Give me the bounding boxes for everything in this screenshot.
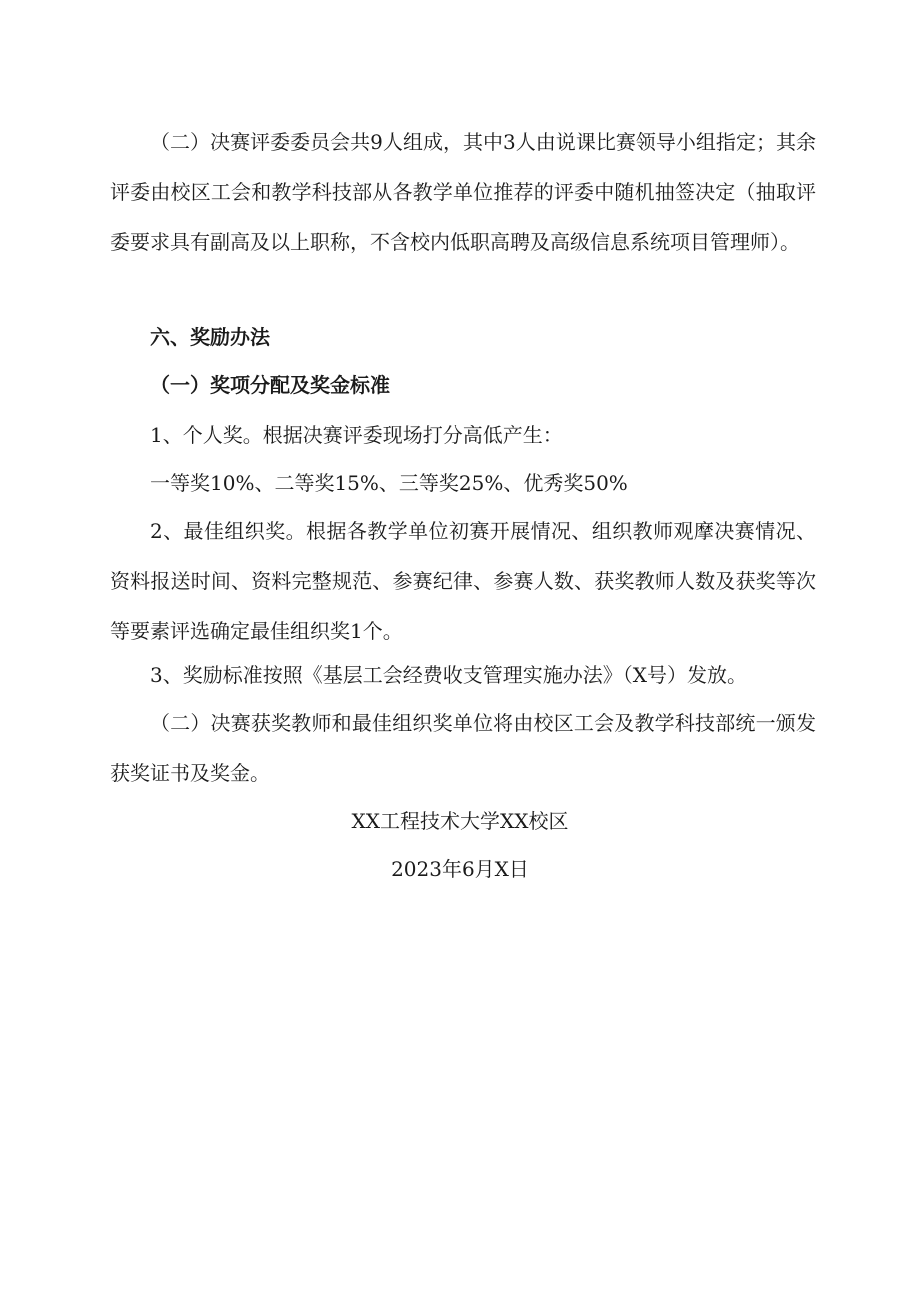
item-1-individual-award: 1、个人奖。根据决赛评委现场打分高低产生： — [150, 423, 563, 447]
section-six-heading: 六、奖励办法 — [150, 325, 270, 349]
item-2-best-organization-award: 2、最佳组织奖。根据各教学单位初赛开展情况、组织教师观摩决赛情况、资料报送时间、资料完整规范、参赛纪律、参赛人数、获奖教师人数及获奖等次等要素评选确定最佳组织奖1个。 — [110, 519, 816, 643]
paragraph-judges-composition: （二）决赛评委委员会共9人组成，其中3人由说课比赛领导小组指定；其余评委由校区工会和教学科技部从各教学单位推荐的评委中随机抽签决定（抽取评委要求具有副高及以上职称，不含校内低职高聘及高级信息系统项目管理师）。 — [110, 130, 816, 254]
paragraph-certificates: （二）决赛获奖教师和最佳组织奖单位将由校区工会及教学科技部统一颁发获奖证书及奖金。 — [110, 711, 816, 785]
subsection-one-heading: （一）奖项分配及奖金标准 — [150, 373, 390, 397]
item-3-award-standard: 3、奖励标准按照《基层工会经费收支管理实施办法》（X号）发放。 — [150, 663, 747, 687]
item-1-award-ratios: 一等奖10%、二等奖15%、三等奖25%、优秀奖50% — [150, 471, 628, 495]
signature-date: 2023年6月X日 — [391, 857, 529, 881]
signature-organization: XX工程技术大学XX校区 — [351, 809, 569, 833]
